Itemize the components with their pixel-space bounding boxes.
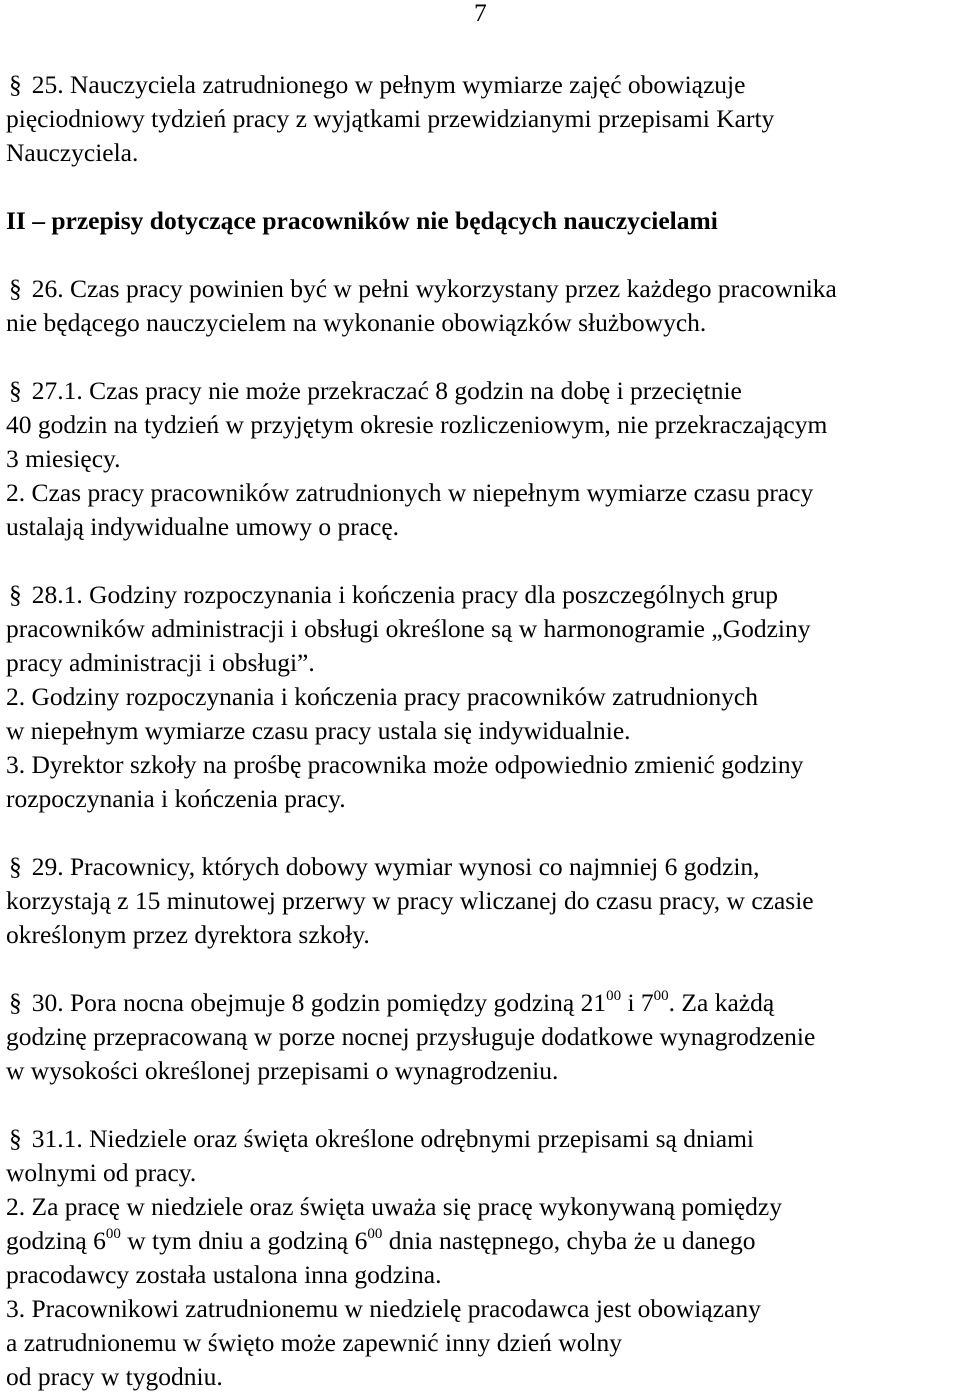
paragraph-31-line-7: a zatrudnionemu w święto może zapewnić inny dzień wolny [6, 1328, 623, 1357]
paragraph-text: w tym dniu a godziną 6 [120, 1226, 368, 1255]
paragraph-30-line-2: godzinę przepracowaną w porze nocnej przysługuje dodatkowe wynagrodzenie [6, 1022, 816, 1051]
section-sign: § [9, 1124, 22, 1153]
paragraph-30-line-3: w wysokości określonej przepisami o wynagrodzeniu. [6, 1056, 559, 1085]
paragraph-number: 25. [31, 70, 64, 99]
paragraph-number: 28.1. [31, 580, 83, 609]
paragraph-31-line-5: pracodawcy została ustalona inna godzina. [6, 1260, 442, 1289]
section-sign: § [9, 70, 22, 99]
paragraph-28-line-1 [6, 578, 956, 612]
document-body [6, 68, 956, 1394]
paragraph-31 [6, 1122, 956, 1394]
paragraph-28 [6, 578, 956, 816]
section-sign: § [9, 376, 22, 405]
paragraph-29-line-3: określonym przez dyrektora szkoły. [6, 920, 370, 949]
paragraph-number: 31.1. [31, 1124, 83, 1153]
paragraph-26-line-2: nie będącego nauczycielem na wykonanie obowiązków służbowych. [6, 308, 707, 337]
section-sign: § [9, 580, 22, 609]
paragraph-28-line-2: pracowników administracji i obsługi określone są w harmonogramie „Godziny [6, 614, 811, 643]
paragraph-text: Czas pracy nie może przekraczać 8 godzin na dobę i przeciętnie [89, 376, 742, 405]
paragraph-31-line-4 [6, 1224, 956, 1258]
paragraph-27 [6, 374, 956, 544]
paragraph-28-line-3: pracy administracji i obsługi”. [6, 648, 315, 677]
paragraph-text: . Za każdą [668, 988, 775, 1017]
superscript-minutes: 00 [105, 1225, 121, 1242]
section-sign: § [9, 988, 22, 1017]
superscript-minutes: 00 [606, 987, 622, 1004]
paragraph-31-line-6: 3. Pracownikowi zatrudnionemu w niedzielę pracodawca jest obowiązany [6, 1294, 761, 1323]
paragraph-text: dnia następnego, chyba że u danego [382, 1226, 756, 1255]
paragraph-29 [6, 850, 956, 952]
section-heading-block [6, 204, 956, 238]
paragraph-number: 29. [31, 852, 64, 881]
paragraph-30-line-1 [6, 986, 956, 1020]
paragraph-text: Pora nocna obejmuje 8 godzin pomiędzy godziną 21 [70, 988, 607, 1017]
paragraph-number: 26. [31, 274, 64, 303]
paragraph-number: 30. [31, 988, 64, 1017]
paragraph-27-line-5: ustalają indywidualne umowy o pracę. [6, 512, 400, 541]
paragraph-26 [6, 272, 956, 340]
section-sign: § [9, 274, 22, 303]
paragraph-text: Niedziele oraz święta określone odrębnymi przepisami są dniami [89, 1124, 755, 1153]
paragraph-31-line-2: wolnymi od pracy. [6, 1158, 197, 1187]
paragraph-text: godziną 6 [6, 1226, 106, 1255]
paragraph-30 [6, 986, 956, 1088]
superscript-minutes: 00 [367, 1225, 383, 1242]
paragraph-25 [6, 68, 956, 170]
paragraph-27-line-4: 2. Czas pracy pracowników zatrudnionych w niepełnym wymiarze czasu pracy [6, 478, 814, 507]
paragraph-27-line-2: 40 godzin na tydzień w przyjętym okresie rozliczeniowym, nie przekraczającym [6, 410, 828, 439]
paragraph-25-line-2: pięciodniowy tydzień pracy z wyjątkami przewidzianymi przepisami Karty [6, 104, 775, 133]
paragraph-28-line-6: 3. Dyrektor szkoły na prośbę pracownika może odpowiednio zmienić godziny [6, 750, 804, 779]
paragraph-26-line-1 [6, 272, 956, 306]
paragraph-31-line-3: 2. Za pracę w niedziele oraz święta uważa się pracę wykonywaną pomiędzy [6, 1192, 782, 1221]
paragraph-text: Pracownicy, których dobowy wymiar wynosi co najmniej 6 godzin, [70, 852, 760, 881]
section-sign: § [9, 852, 22, 881]
paragraph-text: Nauczyciela zatrudnionego w pełnym wymiarze zajęć obowiązuje [70, 70, 746, 99]
paragraph-text: i 7 [621, 988, 654, 1017]
paragraph-25-line-1 [6, 68, 956, 102]
superscript-minutes: 00 [653, 987, 669, 1004]
paragraph-31-line-1 [6, 1122, 956, 1156]
paragraph-number: 27.1. [31, 376, 83, 405]
paragraph-28-line-7: rozpoczynania i kończenia pracy. [6, 784, 346, 813]
paragraph-28-line-5: w niepełnym wymiarze czasu pracy ustala się indywidualnie. [6, 716, 631, 745]
paragraph-25-line-3: Nauczyciela. [6, 138, 139, 167]
paragraph-27-line-1 [6, 374, 956, 408]
paragraph-29-line-2: korzystają z 15 minutowej przerwy w pracy wliczanej do czasu pracy, w czasie [6, 886, 814, 915]
section-heading: II – przepisy dotyczące pracowników nie będących nauczycielami [6, 206, 718, 235]
paragraph-28-line-4: 2. Godziny rozpoczynania i kończenia pracy pracowników zatrudnionych [6, 682, 758, 711]
paragraph-27-line-3: 3 miesięcy. [6, 444, 121, 473]
paragraph-text: Czas pracy powinien być w pełni wykorzystany przez każdego pracownika [70, 274, 837, 303]
paragraph-text: Godziny rozpoczynania i kończenia pracy dla poszczególnych grup [89, 580, 779, 609]
page-number: 7 [474, 0, 487, 27]
paragraph-31-line-8: od pracy w tygodniu. [6, 1362, 223, 1391]
paragraph-29-line-1 [6, 850, 956, 884]
